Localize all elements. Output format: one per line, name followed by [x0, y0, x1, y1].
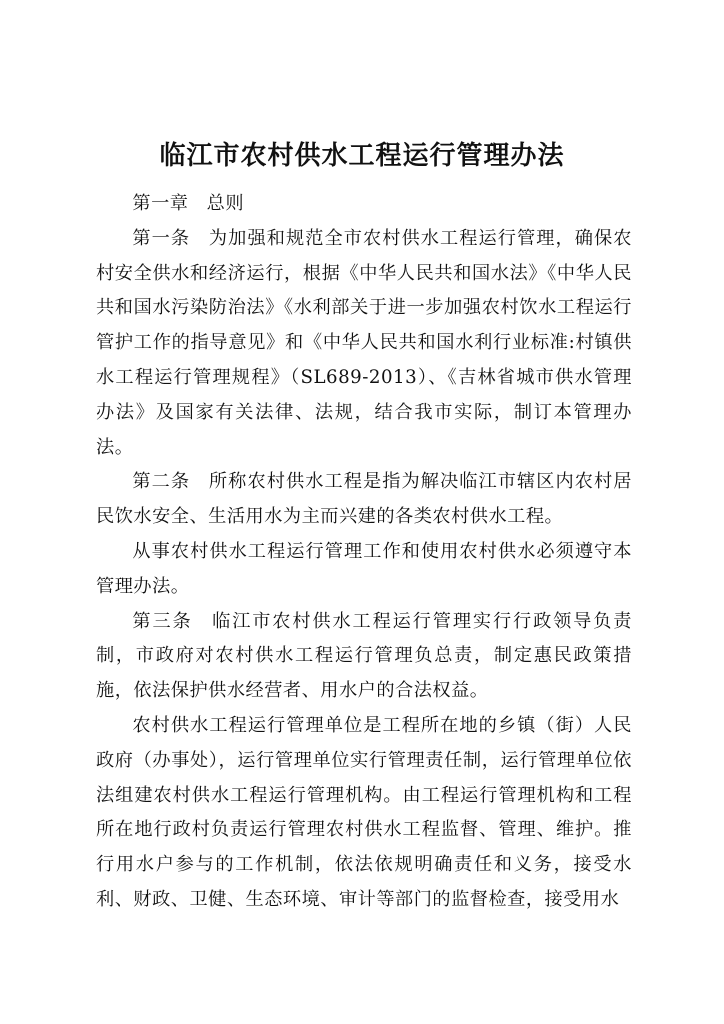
document-body [96, 187, 632, 918]
chapter-title: 总则 [206, 193, 245, 214]
chapter-label: 第一章 [132, 193, 189, 214]
paragraph-text: 所称农村供水工程是指为解决临江市辖区内农村居民饮水安全、生活用水为主而兴建的各类农村供水工程。 [96, 471, 632, 528]
article-label: 第一条 [132, 227, 191, 249]
article-label: 第三条 [132, 610, 193, 632]
article-1-paragraph [96, 222, 632, 466]
article-3-continuation-paragraph [96, 709, 632, 918]
paragraph-text: 为加强和规范全市农村供水工程运行管理，确保农村安全供水和经济运行，根据《中华人民共和国水法》《中华人民共和国水污染防治法》《水利部关于进一步加强农村饮水工程运行管护工作的指导意见》和《中华人民共和国水利行业标准:村镇供水工程运行管理规程》（SL689-2013）、《吉林省城市供水管理办法》及国家有关法律、法规，结合我市实际，制订本管理办法。 [96, 227, 632, 458]
article-label: 第二条 [132, 471, 191, 493]
chapter-heading [96, 187, 632, 222]
paragraph-text: 从事农村供水工程运行管理工作和使用农村供水必须遵守本管理办法。 [96, 540, 632, 597]
article-2-continuation-paragraph [96, 535, 632, 605]
paragraph-text: 农村供水工程运行管理单位是工程所在地的乡镇（街）人民政府（办事处），运行管理单位实行管理责任制，运行管理单位依法组建农村供水工程运行管理机构。由工程运行管理机构和工程所在地行政村负责运行管理农村供水工程监督、管理、维护。推行用水户参与的工作机制，依法依规明确责任和义务，接受水利、财政、卫健、生态环境、审计等部门的监督检查，接受用水 [96, 714, 632, 910]
document-title: 临江市农村供水工程运行管理办法 [159, 141, 565, 171]
article-2-paragraph [96, 465, 632, 535]
article-3-paragraph [96, 605, 632, 709]
paragraph-text: 临江市农村供水工程运行管理实行行政领导负责制，市政府对农村供水工程运行管理负总责，制定惠民政策措施，依法保护供水经营者、用水户的合法权益。 [96, 610, 632, 702]
